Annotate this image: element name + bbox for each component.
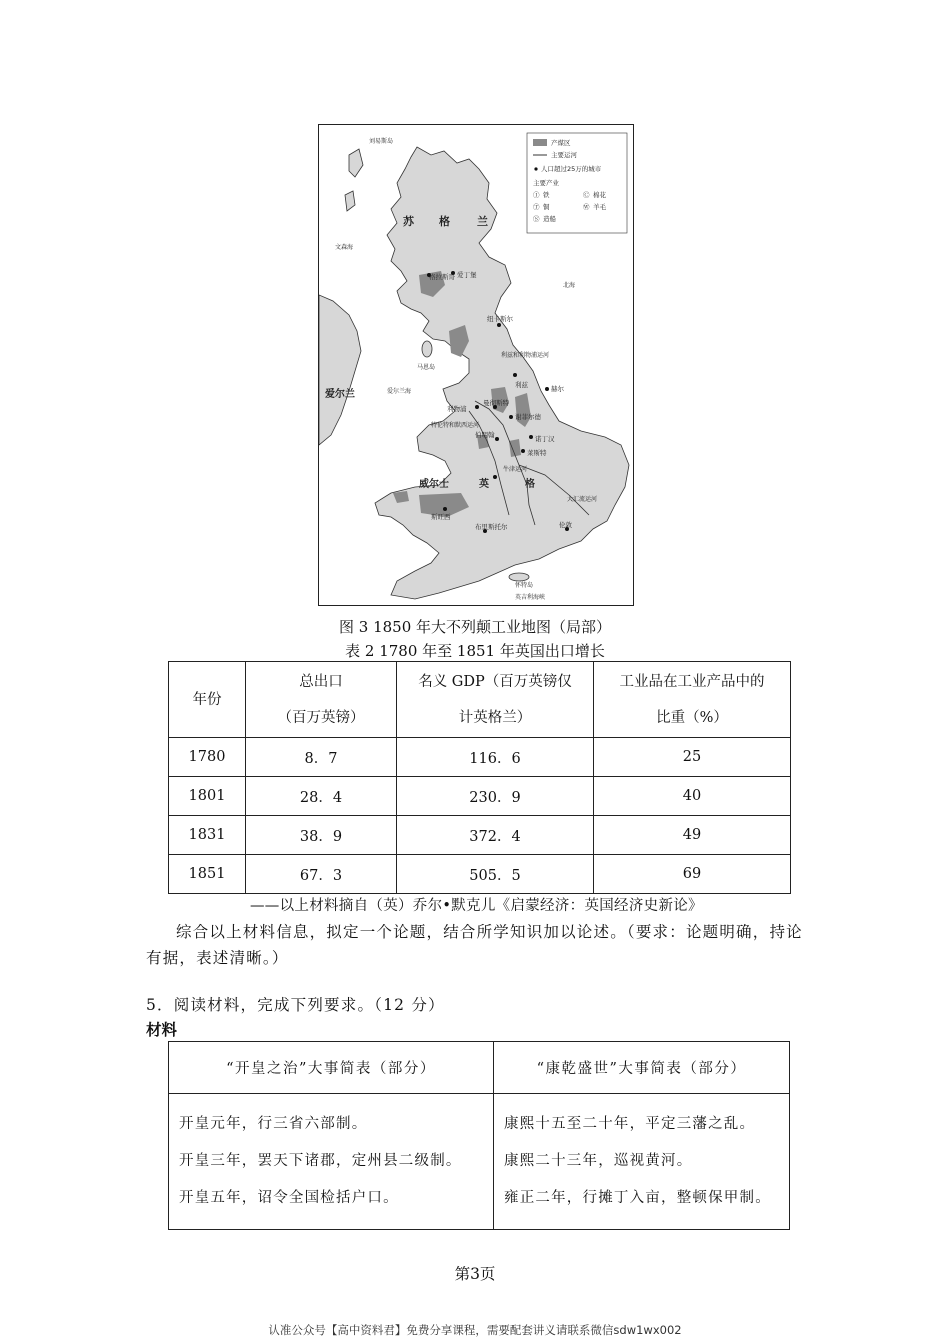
header-kaihuang: “开皇之治”大事简表（部分） (169, 1042, 494, 1094)
label-england-b: 格 (525, 479, 535, 490)
kaihuang-events (169, 1094, 494, 1230)
label-scotland-c: 兰 (477, 215, 488, 228)
label-swansea: 斯旺西 (431, 513, 451, 521)
legend-cotton-symbol: Ⓒ (583, 191, 590, 199)
label-london: 伦敦 (559, 521, 572, 529)
map-svg (319, 125, 633, 605)
legend-cotton-label: 棉花 (593, 191, 606, 199)
table-row (169, 777, 791, 816)
isle-of-man-shape (422, 341, 432, 357)
table-row (169, 816, 791, 855)
table-caption: 表 2 1780 年至 1851 年英国出口增长 (345, 642, 605, 660)
label-oxford-canal: 牛津运河 (503, 466, 528, 473)
list-item: 开皇五年，诏令全国检括户口。 (179, 1190, 399, 1206)
label-nottingham: 诺丁汉 (535, 435, 555, 443)
list-item: 雍正二年，行摊丁入亩，整顿保甲制。 (504, 1190, 771, 1206)
cell-share: 25 (594, 738, 791, 777)
figure-caption: 图 3 1850 年大不列颠工业地图（局部） (338, 618, 612, 636)
legend-coal-label: 产煤区 (551, 139, 571, 147)
label-leicester: 莱斯特 (527, 449, 547, 457)
export-growth-table (168, 661, 791, 894)
list-item: 开皇元年，行三省六部制。 (179, 1116, 368, 1132)
cell-export: 67．3 (246, 855, 397, 894)
label-orkney: 刘易斯岛 (369, 138, 394, 145)
table-header-row (169, 662, 791, 738)
header-gdp (397, 662, 594, 738)
label-isle-of-man: 马恩岛 (417, 364, 436, 371)
table-row (169, 738, 791, 777)
legend-copper-label: 铜 (543, 203, 550, 211)
legend-city-dot (534, 167, 537, 170)
legend-industries-title: 主要产业 (533, 179, 559, 187)
cell-export: 28．4 (246, 777, 397, 816)
label-wight: 怀特岛 (515, 582, 534, 589)
label-hull: 赫尔 (551, 385, 564, 393)
label-scotland-a: 苏 (403, 215, 414, 228)
header-year: 年份 (169, 662, 246, 738)
kangqian-events (494, 1094, 790, 1230)
label-liverpool: 利物浦 (447, 405, 467, 413)
label-scotland-b: 格 (439, 215, 450, 228)
label-minch: 文森海 (335, 244, 354, 251)
label-leeds: 利兹 (515, 381, 528, 389)
label-ireland: 爱尔兰 (325, 389, 355, 400)
industrial-map (318, 124, 634, 606)
label-glasgow: 格拉斯哥 (429, 273, 455, 281)
label-leeds-canal: 利兹和利物浦运河 (501, 352, 550, 359)
events-body-row (169, 1094, 790, 1230)
label-england-a: 英 (479, 479, 489, 490)
source-citation: ——以上材料摘自（英）乔尔•默克儿《启蒙经济：英国经济史新论》 (250, 898, 703, 914)
events-table (168, 1041, 790, 1230)
label-north-sea: 北海 (563, 282, 576, 289)
list-item: 开皇三年，罢天下诸郡，定州县二级制。 (179, 1153, 462, 1169)
cell-gdp: 116．6 (397, 738, 594, 777)
hebrides-shape-2 (345, 191, 355, 211)
label-mersey-canal: 特伦特和默西运河 (431, 422, 480, 429)
cell-year: 1851 (169, 855, 246, 894)
question-5: 5．阅读材料，完成下列要求。（12 分） (146, 996, 445, 1014)
cell-year: 1801 (169, 777, 246, 816)
header-gdp-line1: 名义 GDP（百万英镑仅 (418, 673, 572, 690)
label-channel: 英吉利海峡 (515, 594, 546, 601)
label-manchester: 曼彻斯特 (483, 399, 509, 407)
header-kangqian: “康乾盛世”大事简表（部分） (494, 1042, 790, 1094)
legend-iron-symbol: Ⓘ (533, 191, 540, 199)
legend-coal-swatch (533, 139, 547, 146)
list-item: 康熙十五至二十年，平定三藩之乱。 (504, 1116, 756, 1132)
isle-of-wight-shape (509, 573, 529, 581)
header-export-line2: （百万英镑） (277, 709, 365, 726)
header-export-line1: 总出口 (299, 673, 343, 690)
cell-export: 38．9 (246, 816, 397, 855)
cell-gdp: 230．9 (397, 777, 594, 816)
instruction-line1: 综合以上材料信息，拟定一个论题，结合所学知识加以论述。（要求：论题明确，持论 (176, 923, 803, 941)
label-irish-sea: 爱尔兰海 (387, 388, 412, 395)
header-gdp-line2: 计英格兰） (458, 709, 532, 726)
label-bristol: 布里斯托尔 (475, 523, 508, 531)
label-grand-canal: 大汇流运河 (567, 496, 598, 503)
label-edinburgh: 爱丁堡 (457, 271, 477, 279)
legend-ship-label: 造船 (543, 215, 556, 223)
label-newcastle: 纽卡斯尔 (487, 315, 513, 323)
cell-year: 1780 (169, 738, 246, 777)
legend-wool-label: 羊毛 (593, 203, 606, 211)
hebrides-shape (349, 149, 363, 177)
legend-wool-symbol: Ⓦ (583, 203, 590, 211)
cell-year: 1831 (169, 816, 246, 855)
cell-share: 69 (594, 855, 791, 894)
events-header-row (169, 1042, 790, 1094)
table-row (169, 855, 791, 894)
legend-ship-symbol: Ⓢ (533, 215, 540, 223)
cell-gdp: 372．4 (397, 816, 594, 855)
cell-share: 49 (594, 816, 791, 855)
header-share (594, 662, 791, 738)
material-label: 材料 (146, 1021, 178, 1039)
label-wales: 威尔士 (419, 479, 449, 490)
legend-iron-label: 铁 (543, 191, 550, 199)
legend-city-label: 人口超过25万的城市 (541, 165, 602, 173)
cell-share: 40 (594, 777, 791, 816)
header-export (246, 662, 397, 738)
cell-export: 8．7 (246, 738, 397, 777)
label-birmingham: 伯明翰 (475, 431, 495, 439)
header-share-line2: 比重（%） (656, 709, 728, 726)
legend-copper-symbol: Ⓣ (533, 203, 540, 211)
list-item: 康熙二十三年，巡视黄河。 (504, 1153, 693, 1169)
label-sheffield: 谢菲尔德 (515, 413, 541, 421)
legend-canal-label: 主要运河 (551, 151, 577, 159)
instruction-line2: 有据，表述清晰。） (146, 949, 289, 967)
cell-gdp: 505．5 (397, 855, 594, 894)
footer-note: 认准公众号【高中资料君】免费分享课程，需要配套讲义请联系微信sdw1wx002 (268, 1323, 682, 1337)
header-share-line1: 工业品在工业产品中的 (619, 673, 765, 690)
ireland-landmass (319, 295, 361, 445)
page-number: 第3页 (454, 1265, 496, 1283)
